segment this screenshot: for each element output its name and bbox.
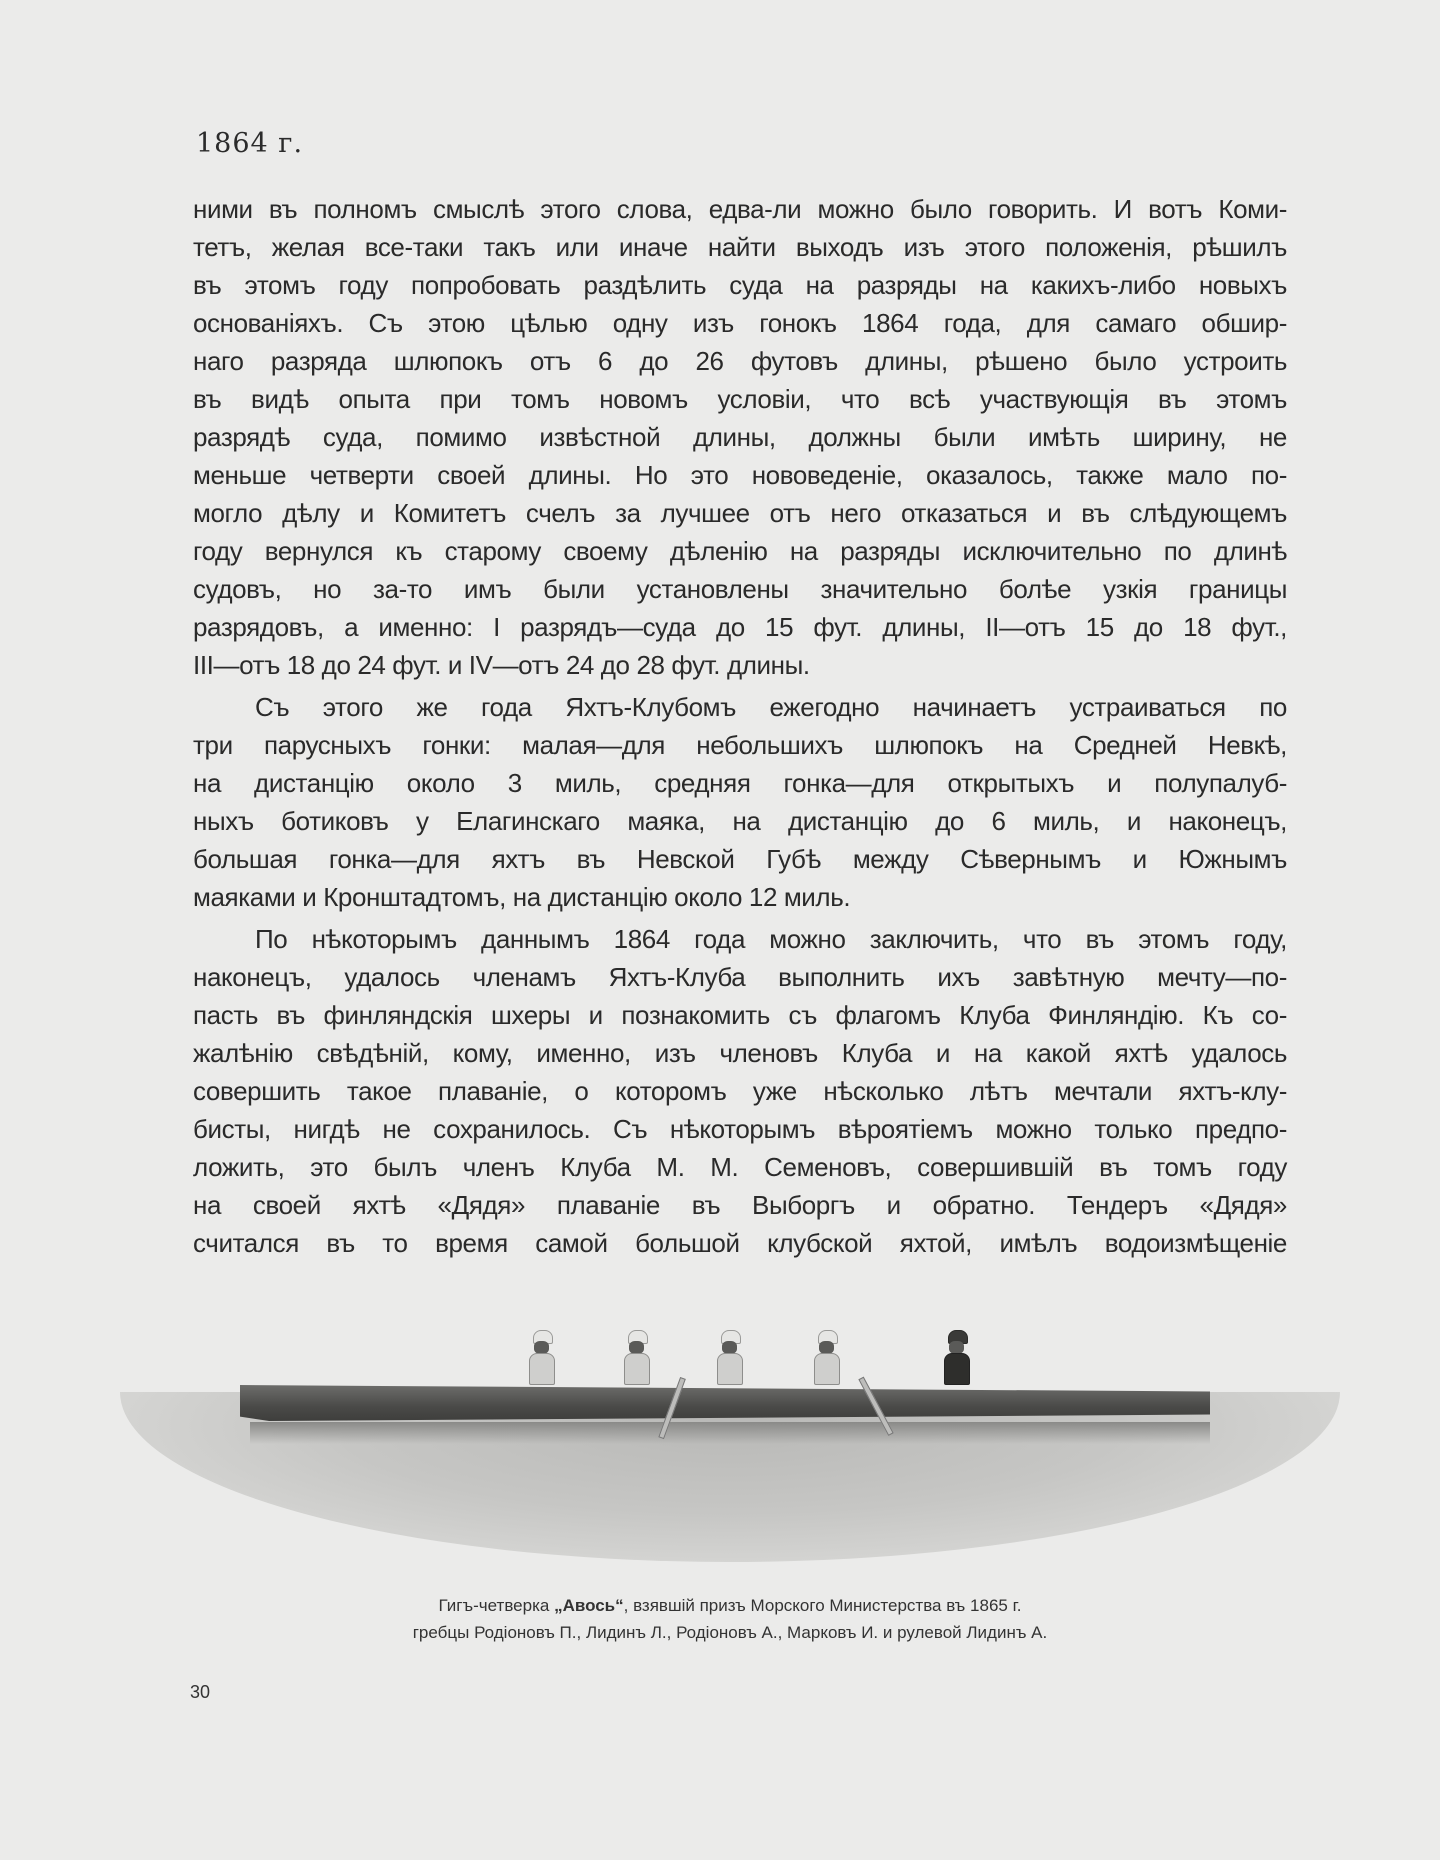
paragraph-2: [193, 688, 1287, 916]
text-line: совершить такое плаваніе, о которомъ уже нѣсколько лѣтъ мечтали яхтъ-клу-: [193, 1076, 1287, 1106]
rower-figure: [810, 1330, 844, 1386]
page-number: 30: [190, 1682, 211, 1702]
body-text: [193, 190, 1287, 1266]
text-line: три парусныхъ гонки: малая—для небольшихъ шлюпокъ на Средней Невкѣ,: [193, 730, 1287, 760]
text-line: бисты, нигдѣ не сохранилось. Съ нѣкоторымъ вѣроятіемъ можно только предпо-: [193, 1114, 1287, 1144]
text-line: въ видѣ опыта при томъ новомъ условіи, что всѣ участвующія въ этомъ: [193, 384, 1287, 414]
figure-caption: [300, 1592, 1160, 1646]
text-line: наконецъ, удалось членамъ Яхтъ-Клуба выполнить ихъ завѣтную мечту—по-: [193, 962, 1287, 992]
text-line: году вернулся къ старому своему дѣленію на разряды исключительно по длинѣ: [193, 536, 1287, 566]
boat-name: „Авось“: [554, 1596, 624, 1615]
rowing-gig-photo: [120, 1370, 1340, 1570]
paragraph-1: [193, 190, 1287, 684]
text-line: разрядовъ, а именно: I разрядъ—суда до 15 фут. длины, II—отъ 15 до 18 фут.,: [193, 612, 1287, 642]
text-line: ними въ полномъ смыслѣ этого слова, едва-ли можно было говорить. И вотъ Коми-: [193, 194, 1287, 224]
text-line: пасть въ финляндскія шхеры и познакомить съ флагомъ Клуба Финляндію. Къ со-: [193, 1000, 1287, 1030]
text-line: наго разряда шлюпокъ отъ 6 до 26 футовъ длины, рѣшено было устроить: [193, 346, 1287, 376]
caption-line-1: Гигъ-четверка „Авось“, взявшій призъ Морского Министерства въ 1865 г.: [438, 1596, 1022, 1615]
text-line: могло дѣлу и Комитетъ счелъ за лучшее отъ него отказаться и въ слѣдующемъ: [193, 498, 1287, 528]
text-line: ложить, это былъ членъ Клуба М. М. Семеновъ, совершившій въ томъ году: [193, 1152, 1287, 1182]
text-line: на своей яхтѣ «Дядя» плаваніе въ Выборгъ и обратно. Тендеръ «Дядя»: [193, 1190, 1287, 1220]
text-line: маяками и Кронштадтомъ, на дистанцію около 12 миль.: [193, 882, 851, 912]
text-line: тетъ, желая все-таки такъ или иначе найти выходъ изъ этого положенія, рѣшилъ: [193, 232, 1287, 262]
boat-reflection: [250, 1422, 1210, 1444]
text-line: судовъ, но за-то имъ были установлены значительно болѣе узкія границы: [193, 574, 1287, 604]
text-line: По нѣкоторымъ даннымъ 1864 года можно заключить, что въ этомъ году,: [255, 924, 1287, 954]
rower-figure: [525, 1330, 559, 1386]
text-line: меньше четверти своей длины. Но это нововеденіе, оказалось, также мало по-: [193, 460, 1287, 490]
rower-figure: [713, 1330, 747, 1386]
text-line: считался въ то время самой большой клубской яхтой, имѣлъ водоизмѣщеніе: [193, 1228, 1287, 1258]
paragraph-3: [193, 920, 1287, 1262]
text-line: большая гонка—для яхтъ въ Невской Губѣ между Сѣвернымъ и Южнымъ: [193, 844, 1287, 874]
text-line: основаніяхъ. Съ этою цѣлью одну изъ гонокъ 1864 года, для самаго обшир-: [193, 308, 1287, 338]
text-line: разрядѣ суда, помимо извѣстной длины, должны были имѣть ширину, не: [193, 422, 1287, 452]
text-line: на дистанцію около 3 миль, средняя гонка—для открытыхъ и полупалуб-: [193, 768, 1287, 798]
coxswain-figure: [940, 1330, 974, 1386]
text-line: ныхъ ботиковъ у Елагинскаго маяка, на дистанцію до 6 миль, и наконецъ,: [193, 806, 1287, 836]
text-line: Съ этого же года Яхтъ-Клубомъ ежегодно начинаетъ устраиваться по: [255, 692, 1287, 722]
text-line: III—отъ 18 до 24 фут. и IV—отъ 24 до 28 фут. длины.: [193, 650, 810, 680]
rower-figure: [620, 1330, 654, 1386]
caption-line-2: гребцы Родіоновъ П., Лидинъ Л., Родіоновъ А., Марковъ И. и рулевой Лидинъ А.: [412, 1623, 1048, 1642]
text-line: жалѣнію свѣдѣній, кому, именно, изъ членовъ Клуба и на какой яхтѣ удалось: [193, 1038, 1287, 1068]
running-header: 1864 г.: [196, 128, 304, 159]
text-line: въ этомъ году попробовать раздѣлить суда на разряды на какихъ-либо новыхъ: [193, 270, 1287, 300]
